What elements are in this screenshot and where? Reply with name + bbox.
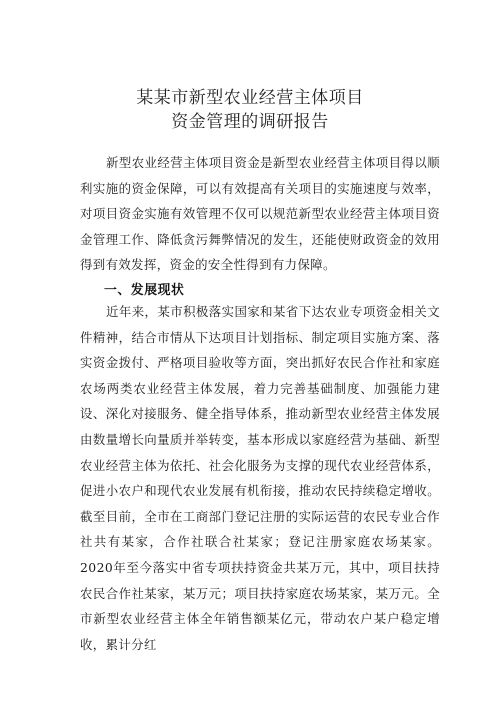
development-status-paragraph: 近年来，某市积极落实国家和某省下达农业专项资金相关文件精神，结合市情从下达项目计划指标、制定项目实施方案、落实资金拨付、严格项目验收等方面，突出抓好农民合作社和家庭农场两类农业经营主体发展，着力完善基础制度、加强能力建设、深化对接服务、健全指导体系，推动新型农业经营主体发展由数量增长向量质并举转变，基本形成以家庭经营为基础、新型农业经营主体为依托、社会化服务为支撑的现代农业经营体系，促进小农户和现代农业发展有机衔接，推动农民持续稳定增收。截至目前，全市在工商部门登记注册的实际运营的农民专业合作社共有某家，合作社联合社某家；登记注册家庭农场某家。2020年至今落实中省专项扶持资金共某万元，其中，项目扶持农民合作社某家，某万元；项目扶持家庭农场某家，某万元。全市新型农业经营主体全年销售额某亿元，带动农户某户稳定增收，累计分红: [80, 304, 440, 652]
document-title: [0, 86, 500, 134]
section-heading-development-status: 一、发展现状: [104, 283, 185, 298]
title-line-2: 资金管理的调研报告: [171, 112, 329, 132]
title-line-1: 某某市新型农业经营主体项目: [136, 88, 364, 108]
intro-paragraph: 新型农业经营主体项目资金是新型农业经营主体项目得以顺利实施的资金保障，可以有效提高有关项目的实施速度与效率，对项目资金实施有效管理不仅可以规范新型农业经营主体项目资金管理工作、降低贪污舞弊情况的发生，还能使财政资金的效用得到有效发挥，资金的安全性得到有力保障。: [80, 155, 440, 273]
